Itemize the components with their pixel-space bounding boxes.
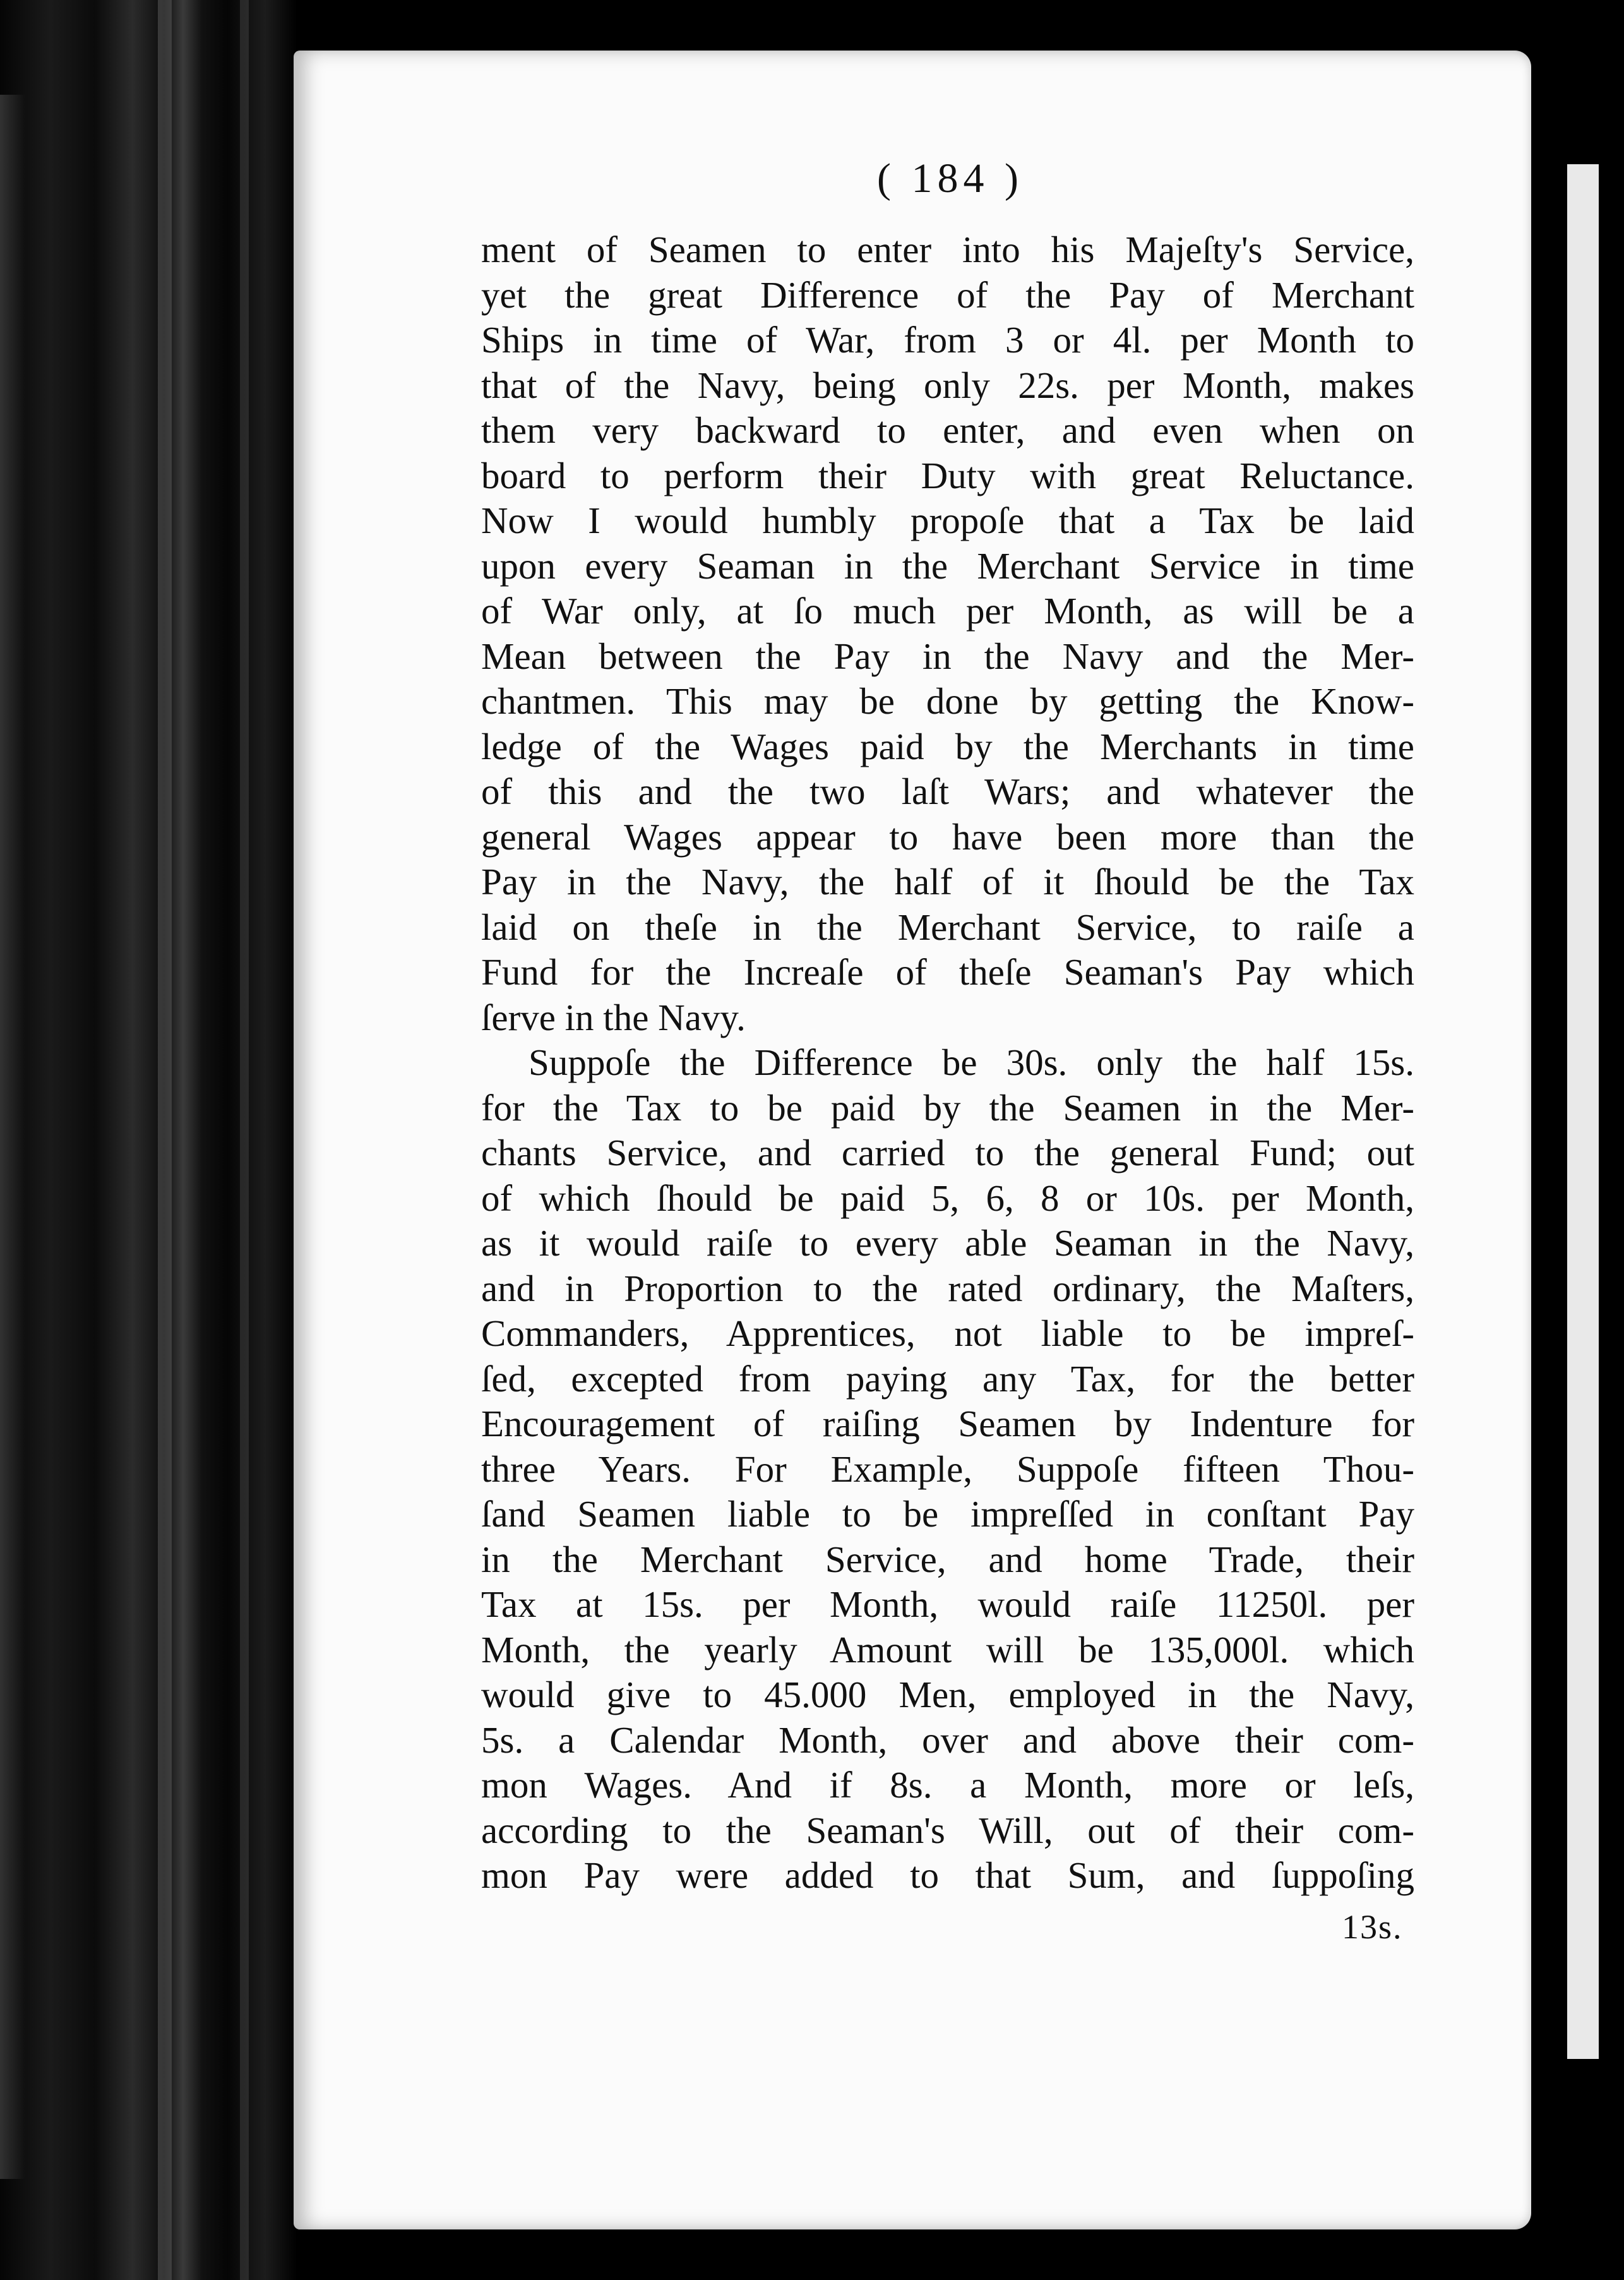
text-line: of which ſhould be paid 5, 6, 8 or 10s. per Month, bbox=[481, 1177, 1414, 1219]
text-line: 5s. a Calendar Month, over and above their com- bbox=[481, 1719, 1414, 1761]
text-line: of this and the two laſt Wars; and whatever the bbox=[481, 771, 1414, 812]
catchword: 13s. bbox=[1342, 1908, 1403, 1946]
text-line: yet the great Difference of the Pay of Merchant bbox=[481, 273, 1414, 316]
page-body-text bbox=[481, 227, 1414, 1899]
text-line: ſand Seamen liable to be impreſſed in conſtant Pay bbox=[481, 1493, 1414, 1535]
text-line: Encouragement of raiſing Seamen by Indenture for bbox=[481, 1403, 1414, 1444]
text-line: ſerve in the Navy. bbox=[481, 996, 746, 1038]
text-line: board to perform their Duty with great Reluctance. bbox=[481, 454, 1414, 496]
text-line: Fund for the Increaſe of theſe Seaman's Pay which bbox=[481, 951, 1414, 993]
gutter-highlight bbox=[0, 95, 25, 2179]
text-line: according to the Seaman's Will, out of their com- bbox=[481, 1809, 1414, 1851]
text-line: would give to 45.000 Men, employed in the Navy, bbox=[481, 1674, 1414, 1715]
gutter-fold-line bbox=[158, 0, 172, 2280]
text-line: three Years. For Example, Suppoſe fifteen Thou- bbox=[481, 1448, 1414, 1490]
text-line: and in Proportion to the rated ordinary, the Maſters, bbox=[481, 1267, 1414, 1309]
text-line: chantmen. This may be done by getting the Know- bbox=[481, 680, 1414, 722]
text-line: mon Wages. And if 8s. a Month, more or leſs, bbox=[481, 1764, 1414, 1806]
text-line: for the Tax to be paid by the Seamen in the Mer- bbox=[481, 1086, 1414, 1129]
text-line: chants Service, and carried to the general Fund; out bbox=[481, 1132, 1414, 1173]
page-number: ( 184 ) bbox=[877, 155, 1024, 201]
text-line: Pay in the Navy, the half of it ſhould be the Tax bbox=[481, 861, 1414, 903]
text-line: Ships in time of War, from 3 or 4l. per Month to bbox=[481, 319, 1414, 361]
text-line: Suppoſe the Difference be 30s. only the half 15s. bbox=[528, 1041, 1414, 1083]
text-line: Now I would humbly propoſe that a Tax be laid bbox=[481, 500, 1414, 541]
text-line: Commanders, Apprentices, not liable to be impreſ- bbox=[481, 1312, 1414, 1354]
text-line: mon Pay were added to that Sum, and ſuppoſing bbox=[481, 1854, 1414, 1896]
text-line: laid on theſe in the Merchant Service, to raiſe a bbox=[481, 906, 1414, 948]
text-line: that of the Navy, being only 22s. per Month, makes bbox=[481, 364, 1414, 406]
text-line: ment of Seamen to enter into his Majeſty's Service, bbox=[481, 229, 1414, 270]
text-line: of War only, at ſo much per Month, as will be a bbox=[481, 590, 1414, 632]
text-line: in the Merchant Service, and home Trade, their bbox=[481, 1538, 1414, 1580]
text-line: upon every Seaman in the Merchant Service in time bbox=[481, 544, 1414, 587]
gutter-fold-line bbox=[240, 0, 249, 2280]
text-line: them very backward to enter, and even when on bbox=[481, 409, 1414, 451]
facing-page-sliver bbox=[1567, 164, 1599, 2059]
text-line: general Wages appear to have been more than the bbox=[481, 815, 1414, 858]
text-line: as it would raiſe to every able Seaman in the Navy, bbox=[481, 1222, 1414, 1264]
book-binding-gutter bbox=[0, 0, 297, 2280]
text-line: Month, the yearly Amount will be 135,000l. which bbox=[481, 1628, 1414, 1671]
text-line: ſed, excepted from paying any Tax, for the better bbox=[481, 1357, 1414, 1400]
text-line: Mean between the Pay in the Navy and the Mer- bbox=[481, 635, 1414, 677]
facing-page-edge bbox=[1529, 0, 1624, 2280]
text-line: Tax at 15s. per Month, would raiſe 11250l. per bbox=[481, 1583, 1414, 1625]
text-line: ledge of the Wages paid by the Merchants in time bbox=[481, 725, 1414, 767]
